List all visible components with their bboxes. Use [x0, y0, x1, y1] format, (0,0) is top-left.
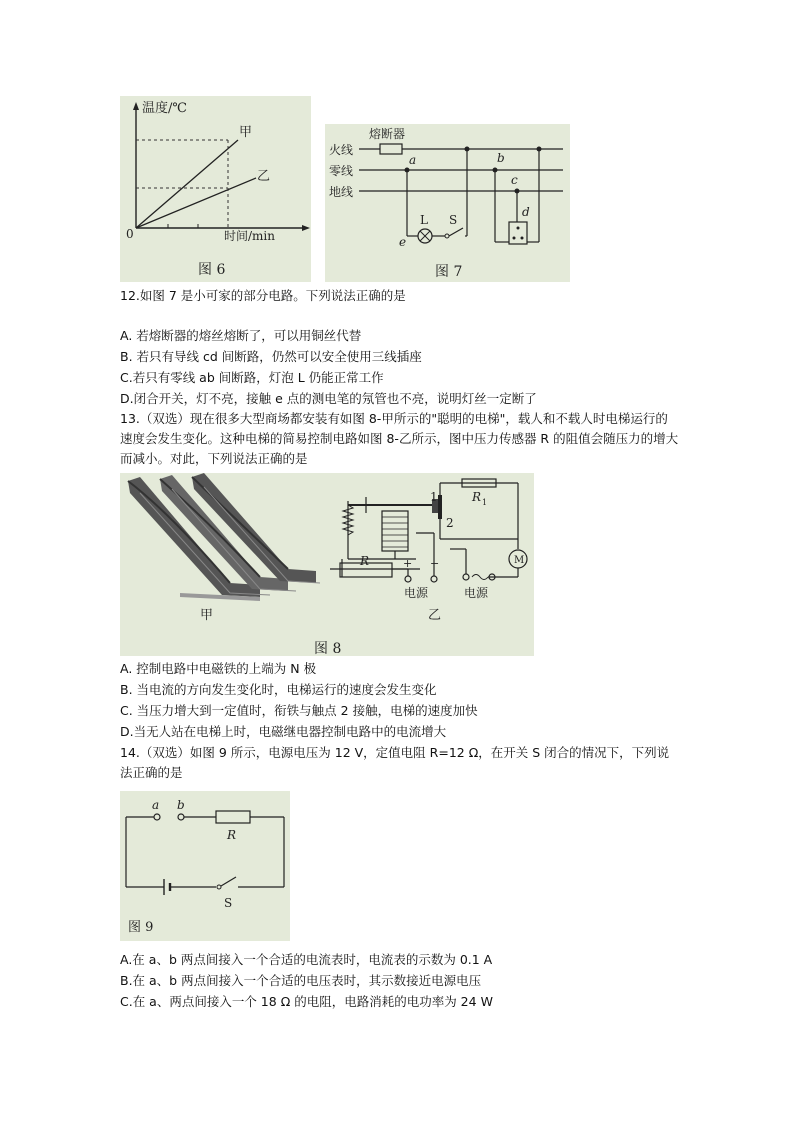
fuse-symbol [380, 144, 402, 154]
source-1-label: 电源 [404, 586, 429, 600]
resistor-r1-label: R [472, 490, 482, 504]
point-d-label: d [522, 205, 530, 219]
contact-2-label: 2 [446, 516, 454, 530]
q12-option-c: C.若只有零线 ab 间断路，灯泡 L 仍能正常工作 [120, 370, 384, 385]
motor-label: M [514, 555, 525, 566]
switch-symbol [449, 228, 463, 236]
resistor-r [216, 811, 250, 823]
q12-stem: 12.如图 7 是小可家的部分电路。下列说法正确的是 [120, 288, 406, 303]
live-wire-label: 火线 [329, 143, 354, 157]
x-axis-label: 时间/min [224, 229, 275, 243]
figure-6-caption: 图 6 [198, 262, 226, 278]
figure-9-caption: 图 9 [128, 920, 154, 935]
ground-wire-label: 地线 [329, 185, 354, 199]
q14-option-a: A.在 a、b 两点间接入一个合适的电流表时，电流表的示数为 0.1 A [120, 952, 493, 967]
q14-option-b: B.在 a、b 两点间接入一个合适的电压表时，其示数接近电源电压 [120, 973, 482, 988]
switch-s-label: S [224, 896, 233, 910]
point-c-label: c [511, 173, 518, 187]
terminal-a [154, 814, 160, 820]
point-a-label: a [409, 153, 417, 167]
source-2-label: 电源 [464, 586, 489, 600]
figure-7 [325, 124, 570, 282]
q14-option-c: C.在 a、两点间接入一个 18 Ω 的电阻，电路消耗的电功率为 24 W [120, 994, 493, 1009]
q13-option-d: D.当无人站在电梯上时，电磁继电器控制电路中的电流增大 [120, 724, 447, 739]
curve-jia-label: 甲 [239, 125, 253, 140]
plus-label: + [403, 557, 413, 570]
switch-s [221, 877, 236, 886]
escalator-illustration [128, 473, 320, 601]
figure-6 [120, 96, 311, 282]
point-b-label: b [497, 151, 505, 165]
q13-option-b: B. 当电流的方向发生变化时，电梯运行的速度会发生变化 [120, 682, 437, 697]
resistor-r1-subscript: 1 [482, 498, 488, 507]
figure-8 [120, 473, 534, 656]
figure-9 [120, 791, 290, 941]
q14-stem: 14.（双选）如图 9 所示，电源电压为 12 V，定值电阻 R=12 Ω，在开关 S 闭合的情况下，下列说法正确的是 [120, 745, 670, 780]
figure-8-caption: 图 8 [314, 641, 342, 656]
socket-symbol [509, 222, 527, 244]
point-e-label: e [399, 235, 407, 249]
q13-stem: 13.（双选）现在很多大型商场都安装有如图 8-甲所示的"聪明的电梯"，载人和不载人时电梯运行的速度会发生变化。这种电梯的简易控制电路如图 8-乙所示，图中压力传感器 R 的阻值会随压力的增大而减小。对此，下列说法正确的是 [120, 411, 679, 466]
resistor-r-label: R [227, 828, 237, 842]
contact-1-label: 1 [430, 490, 438, 504]
q13-option-c: C. 当压力增大到一定值时，衔铁与触点 2 接触，电梯的速度加快 [120, 703, 478, 718]
y-axis-label: 温度/℃ [142, 101, 187, 116]
point-b-label: b [177, 798, 185, 812]
q12-option-a: A. 若熔断器的熔丝熔断了，可以用铜丝代替 [120, 328, 362, 343]
terminal-b [178, 814, 184, 820]
line-jia [136, 140, 238, 228]
neutral-wire-label: 零线 [329, 164, 354, 178]
q12-option-b: B. 若只有导线 cd 间断路，仍然可以安全使用三线插座 [120, 349, 422, 364]
q12-option-d: D.闭合开关，灯不亮，接触 e 点的测电笔的氖管也不亮，说明灯丝一定断了 [120, 391, 537, 406]
fuse-label: 熔断器 [369, 127, 406, 141]
point-a-label: a [152, 798, 160, 812]
q13-option-a: A. 控制电路中电磁铁的上端为 N 极 [120, 661, 317, 676]
minus-label: − [430, 557, 440, 570]
origin-label: 0 [126, 227, 134, 241]
line-yi [136, 178, 256, 228]
label-yi: 乙 [428, 608, 442, 623]
switch-label: S [449, 213, 458, 227]
lamp-label: L [420, 213, 428, 227]
figure-7-caption: 图 7 [435, 264, 463, 280]
curve-yi-label: 乙 [257, 169, 271, 184]
resistor-r-label: R [360, 554, 370, 568]
label-jia: 甲 [200, 608, 214, 623]
